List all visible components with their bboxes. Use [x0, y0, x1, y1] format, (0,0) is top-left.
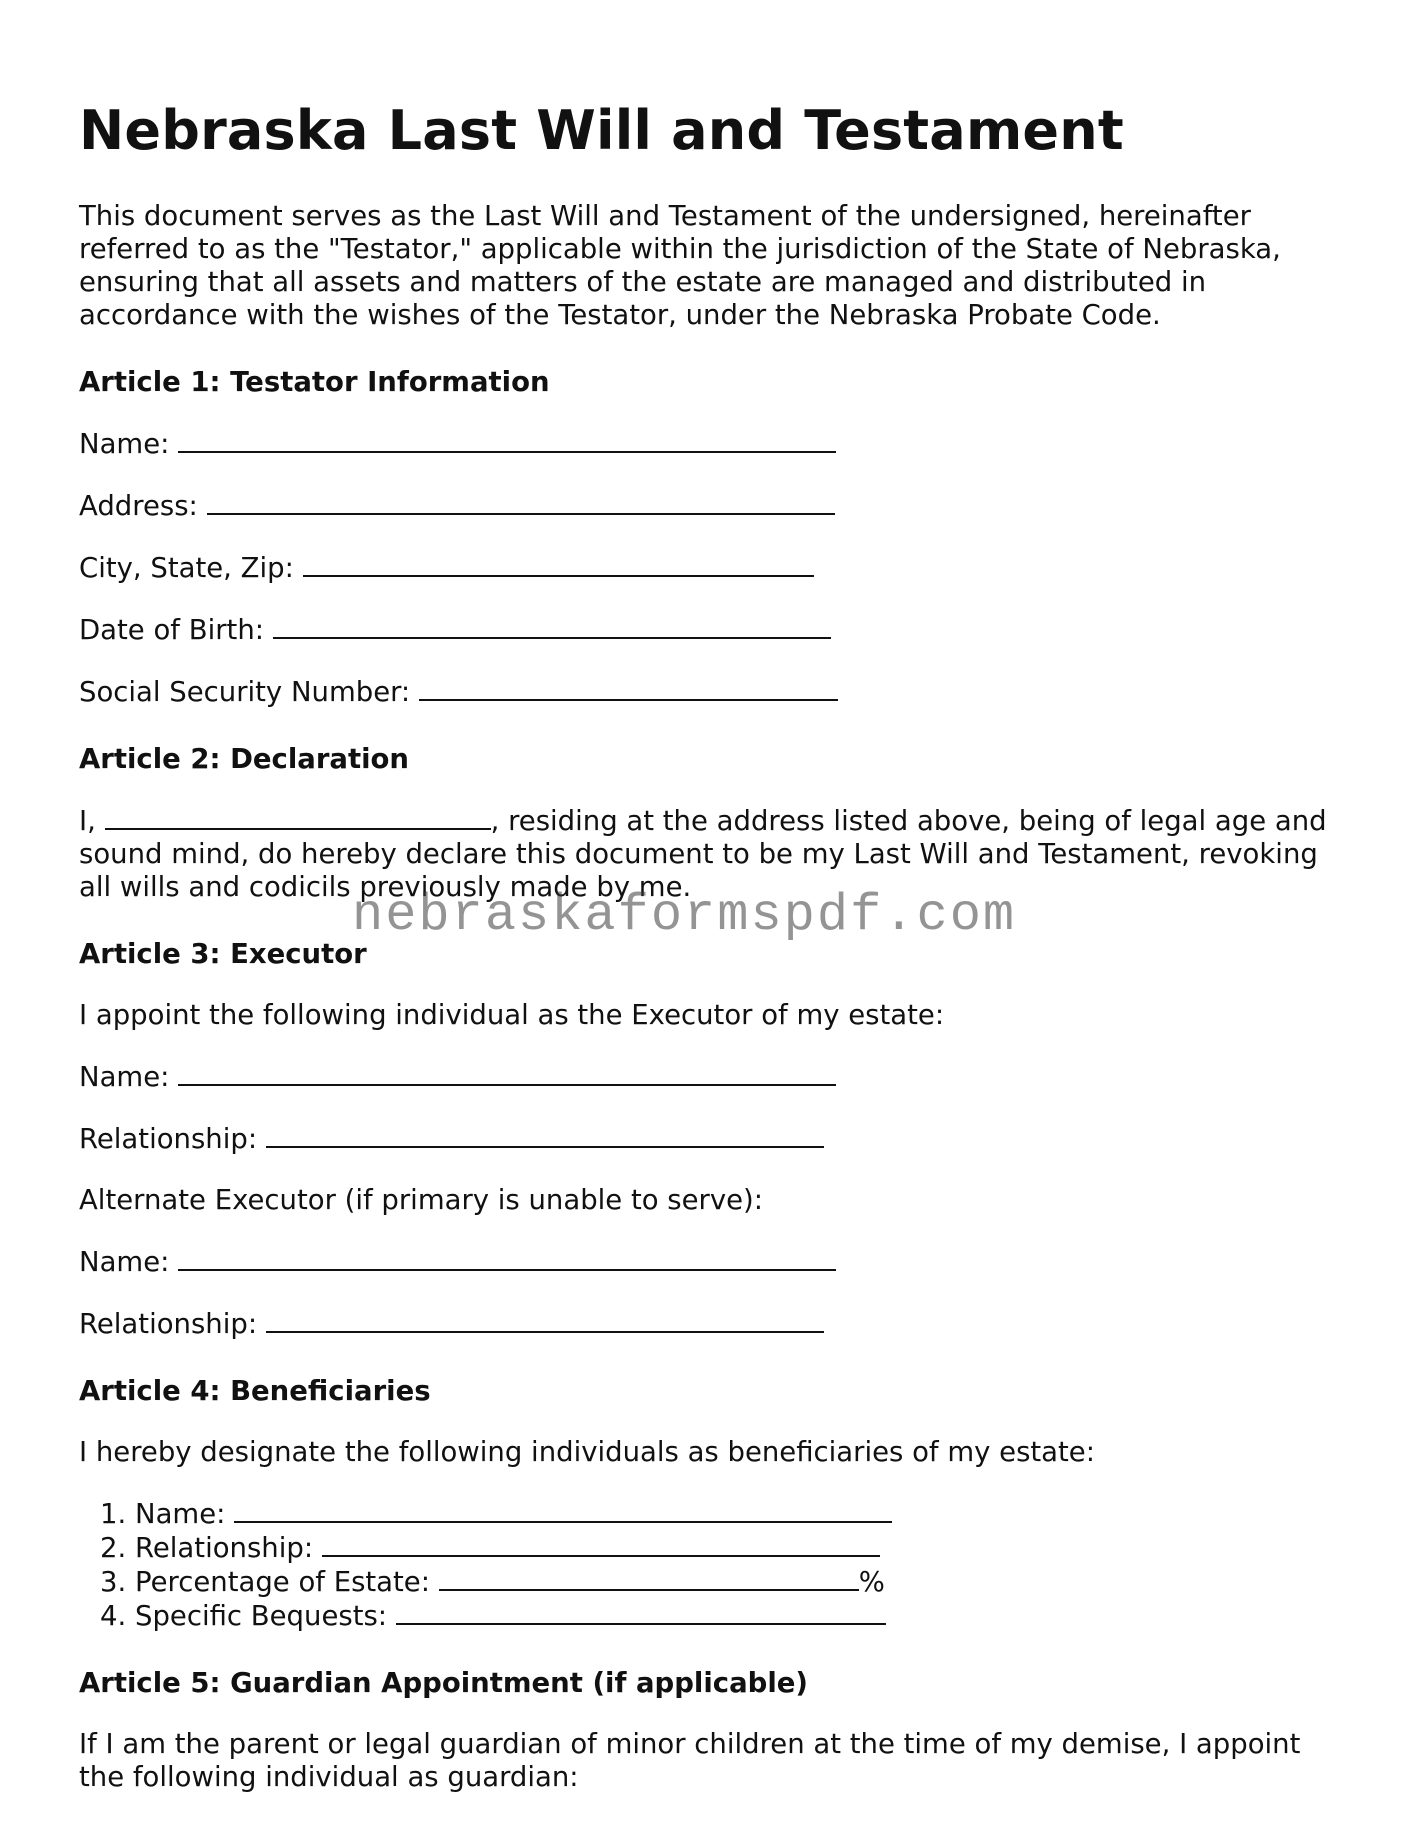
testator-ssn-blank[interactable] [419, 675, 838, 701]
field-label: City, State, Zip: [79, 552, 294, 584]
article-3-heading: Article 3: Executor [79, 938, 367, 970]
article-5-heading: Article 5: Guardian Appointment (if applicable) [79, 1667, 808, 1699]
article-4-heading: Article 4: Beneficiaries [79, 1375, 431, 1407]
beneficiaries-designate-text: I hereby designate the following individuals as beneficiaries of my estate: [79, 1436, 1095, 1468]
list-item [135, 1565, 1339, 1599]
testator-address-blank[interactable] [207, 489, 835, 515]
beneficiary-name-blank[interactable] [234, 1497, 892, 1523]
alt-executor-name-blank[interactable] [178, 1245, 836, 1271]
field-label: Name: [79, 1061, 170, 1093]
alt-executor-name-field [79, 1245, 1339, 1279]
executor-appoint-text: I appoint the following individual as the Executor of my estate: [79, 999, 945, 1031]
field-label: Address: [79, 490, 198, 522]
article-2-heading: Article 2: Declaration [79, 743, 409, 775]
list-item [135, 1531, 1339, 1565]
testator-ssn-field [79, 675, 1339, 709]
article-1-heading: Article 1: Testator Information [79, 366, 550, 398]
beneficiary-name-label: Name: [135, 1498, 226, 1530]
beneficiary-relationship-label: Relationship: [135, 1532, 314, 1564]
beneficiary-relationship-blank[interactable] [322, 1531, 880, 1557]
field-label: Date of Birth: [79, 614, 265, 646]
guardian-text: If I am the parent or legal guardian of minor children at the time of my demise, I appoint the following individual as guardian: [79, 1728, 1301, 1793]
testator-city-field [79, 551, 1339, 585]
executor-relationship-field [79, 1122, 1339, 1156]
field-label: Relationship: [79, 1123, 258, 1155]
intro-paragraph: This document serves as the Last Will and Testament of the undersigned, hereinafter referred to as the "Testator," applicable within the jurisdiction of the State of Nebraska, ensuring that all assets and matters of the estate are managed and distributed in accordance with the wishes of the Testator, under the Nebraska Probate Code. [79, 200, 1281, 331]
percent-sign: % [858, 1566, 885, 1598]
testator-address-field [79, 489, 1339, 523]
beneficiary-bequests-blank[interactable] [396, 1599, 886, 1625]
will-document [79, 96, 1339, 1822]
declaration-prefix: I, [79, 805, 96, 837]
field-label: Name: [79, 428, 170, 460]
testator-name-blank[interactable] [178, 427, 836, 453]
list-item [135, 1497, 1339, 1531]
testator-name-field [79, 427, 1339, 461]
list-item [135, 1599, 1339, 1633]
field-label: Relationship: [79, 1308, 258, 1340]
document-title: Nebraska Last Will and Testament [79, 99, 1124, 162]
declarant-name-blank[interactable] [105, 804, 491, 830]
declaration-text: , residing at the address listed above, being of legal age and sound mind, do hereby declare this document to be my Last Will and Testament, revoking all wills and codicils previously made by me. [79, 805, 1327, 903]
alternate-executor-text: Alternate Executor (if primary is unable to serve): [79, 1184, 764, 1216]
executor-relationship-blank[interactable] [266, 1122, 824, 1148]
testator-dob-blank[interactable] [273, 613, 831, 639]
alt-executor-relationship-field [79, 1307, 1339, 1341]
field-label: Social Security Number: [79, 676, 411, 708]
executor-name-blank[interactable] [178, 1060, 836, 1086]
testator-dob-field [79, 613, 1339, 647]
alt-executor-relationship-blank[interactable] [266, 1307, 824, 1333]
testator-city-blank[interactable] [303, 551, 814, 577]
beneficiary-bequests-label: Specific Bequests: [135, 1600, 388, 1632]
field-label: Name: [79, 1246, 170, 1278]
beneficiary-list [79, 1497, 1339, 1633]
watermark: nebraskaformspdf.com [352, 886, 1017, 945]
beneficiary-percentage-blank[interactable] [439, 1565, 859, 1591]
executor-name-field [79, 1060, 1339, 1094]
beneficiary-percentage-label: Percentage of Estate: [135, 1566, 430, 1598]
